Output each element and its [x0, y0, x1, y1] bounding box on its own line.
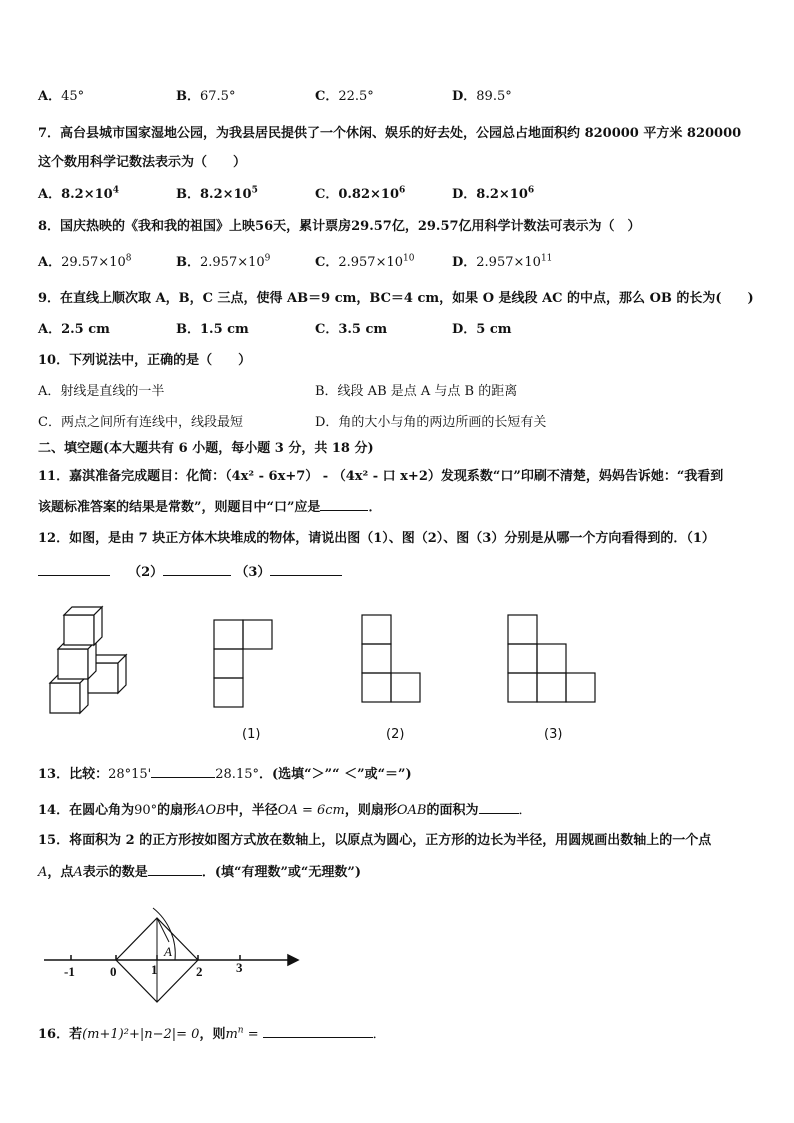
view-1-figure — [214, 620, 272, 707]
q6-option-b: B．67.5° — [176, 89, 236, 104]
view-2-label: (2) — [386, 727, 405, 742]
q9-option-c: C．3.5 cm — [315, 322, 388, 337]
q12-stem: 12．如图，是由 7 块正方体木块堆成的物体，请说出图（1）、图（2）、图（3）分别是从哪一个方向看得到的．（1） — [38, 531, 715, 546]
q16-answer-blank[interactable] — [263, 1024, 373, 1038]
q15-stem-line2: A，点A表示的数是 ．(填“有理数”或“无理数”) — [38, 862, 361, 882]
q11-answer-blank[interactable] — [320, 497, 368, 511]
q6-option-a: A．45° — [38, 89, 85, 104]
q10-option-d: D．角的大小与角的两边所画的长短有关 — [315, 415, 547, 430]
q8-option-d: D．$2.957\times 10^{11}$ — [452, 253, 553, 270]
q8-option-a: A．$29.57\times 10^8$ — [38, 253, 132, 270]
q6-option-c: C．22.5° — [315, 89, 374, 104]
tick-label: 2 — [196, 964, 203, 979]
view-3-label: (3) — [544, 727, 563, 742]
tick-label: 1 — [151, 962, 158, 977]
q9-option-a: A．2.5 cm — [38, 322, 110, 337]
tick-label: 0 — [110, 964, 117, 979]
q16-stem: 16．若(m+1)²+|n−2|= 0，则$m^n$ = ． — [38, 1025, 386, 1042]
tick-label: 3 — [236, 960, 243, 975]
q6-option-d: D．89.5° — [452, 89, 512, 104]
q8-stem: 8．国庆热映的《我和我的祖国》上映56天，累计票房29.57亿，29.57亿用科学计数法可表示为（ ） — [38, 219, 641, 234]
q8-option-b: B．$2.957\times 10^9$ — [176, 253, 271, 270]
q9-option-b: B．1.5 cm — [176, 322, 249, 337]
q7-stem-line1: 7．高台县城市国家湿地公园，为我县居民提供了一个休闲、娱乐的好去处，公园总占地面积约 820000 平方米 820000 — [38, 126, 742, 141]
q14-answer-blank[interactable] — [479, 800, 519, 814]
q10-stem: 10．下列说法中，正确的是（ ） — [38, 353, 252, 368]
view-1-label: (1) — [242, 727, 261, 742]
q13-answer-blank[interactable] — [151, 764, 215, 778]
q13-stem: 13．比较：28°15' 28.15°．(选填“＞”“ ＜”或“＝”) — [38, 764, 412, 784]
view-3-figure — [508, 615, 595, 702]
cube-stack-figure — [50, 607, 126, 713]
axis-arrow — [288, 955, 298, 965]
q15-stem-line1: 15．将面积为 2 的正方形按如图方式放在数轴上，以原点为圆心，正方形的边长为半径，用圆规画出数轴上的一个点 — [38, 833, 712, 848]
q15-answer-blank[interactable] — [148, 862, 202, 876]
q12-blanks — [38, 562, 342, 582]
q10-option-b: B．线段 AB 是点 A 与点 B 的距离 — [315, 384, 518, 399]
q8-option-c: C．$2.957\times 10^{10}$ — [315, 253, 415, 270]
number-line-figure — [38, 900, 308, 1010]
q11-stem-line1: 11．嘉淇准备完成题目：化简：（4x² - 6x+7） - （4x² - 口 x+2）发现系数“口”印刷不清楚，妈妈告诉她：“我看到 — [38, 469, 724, 484]
q10-option-a: A．射线是直线的一半 — [38, 384, 165, 399]
q9-option-d: D．5 cm — [452, 322, 512, 337]
point-a-label: A — [164, 944, 172, 959]
q9-stem: 9．在直线上顺次取 A，B，C 三点，使得 AB＝9 cm，BC＝4 cm，如果 O 是线段 AC 的中点，那么 OB 的长为( ) — [38, 291, 754, 306]
q14-stem: 14．在圆心角为90°的扇形AOB中，半径OA = 6cm，则扇形OAB的面积为 ． — [38, 800, 532, 820]
tick-label: -1 — [64, 964, 75, 979]
q7-option-c: C．$0.82\times 10^6$ — [315, 185, 406, 202]
q12-blank-2[interactable] — [163, 562, 231, 576]
q12-blank-3[interactable] — [270, 562, 342, 576]
q11-stem-line2: 该题标准答案的结果是常数”，则题目中“口”应是 ． — [38, 497, 381, 517]
view-2-figure — [362, 615, 420, 702]
q12-blank-1[interactable] — [38, 562, 110, 576]
q7-option-b: B．$8.2\times 10^5$ — [176, 185, 258, 202]
q7-stem-line2: 这个数用科学记数法表示为（ ） — [38, 155, 247, 170]
q12-label-2: （2） — [128, 565, 164, 580]
q10-option-c: C．两点之间所有连线中，线段最短 — [38, 415, 243, 430]
q12-label-3: （3） — [235, 565, 271, 580]
section-header: 二、填空题(本大题共有 6 小题，每小题 3 分，共 18 分) — [38, 441, 374, 456]
q7-option-d: D．$8.2\times 10^6$ — [452, 185, 535, 202]
q7-option-a: A．$8.2\times 10^4$ — [38, 185, 119, 202]
